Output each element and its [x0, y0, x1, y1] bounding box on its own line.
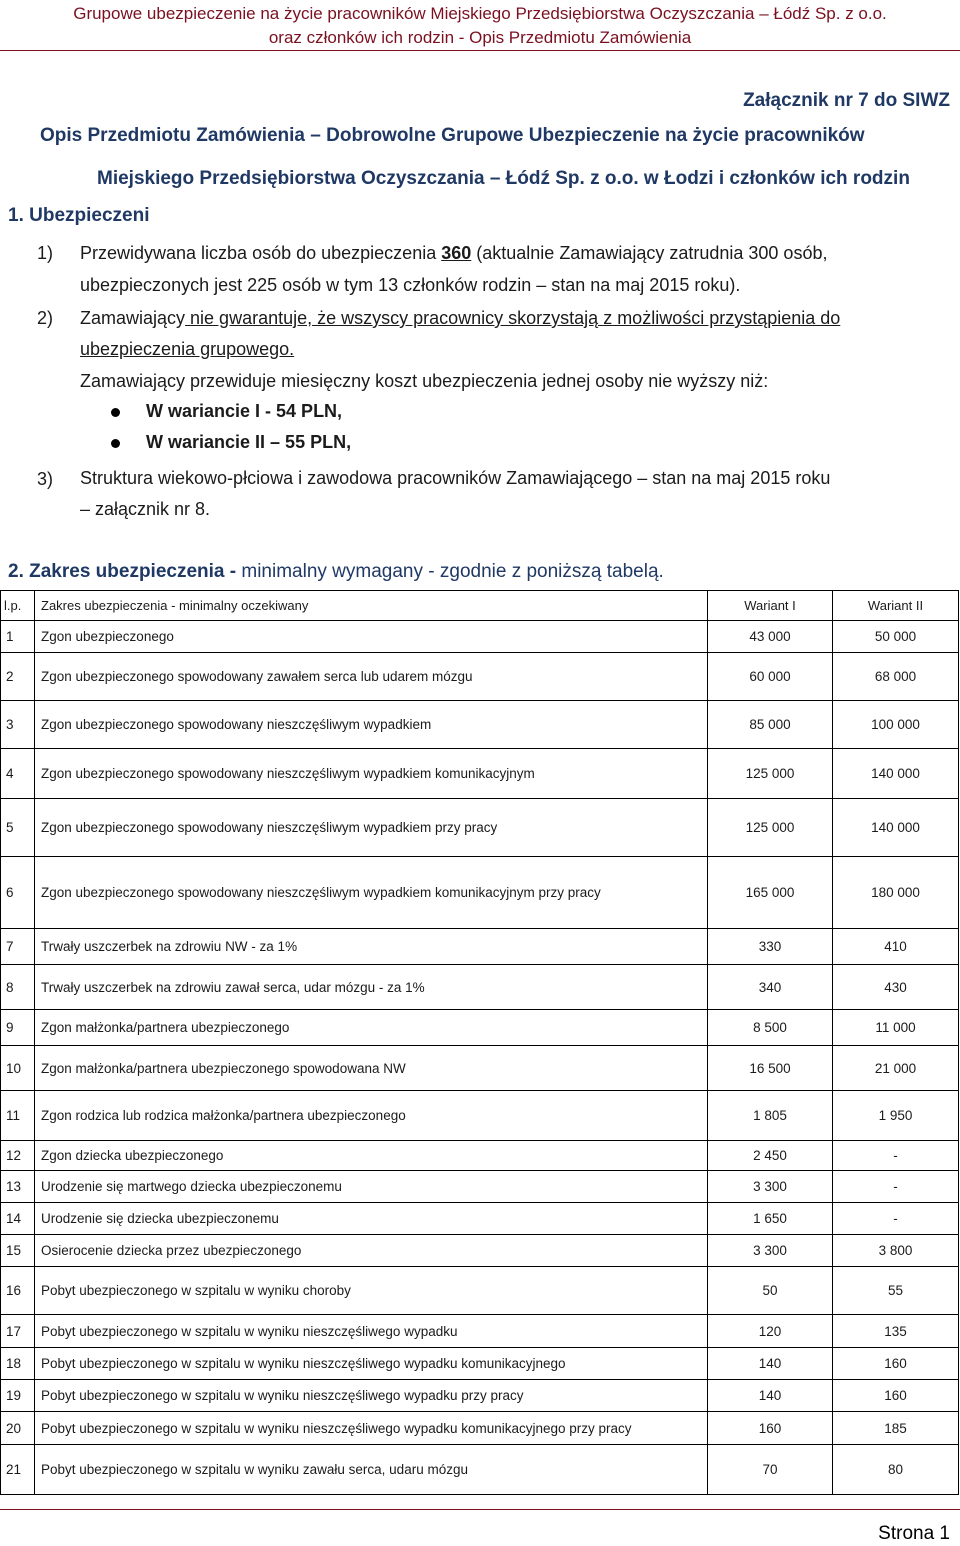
table-row [1, 1235, 959, 1267]
row-number: 19 [1, 1380, 35, 1412]
item-1-line-2: ubezpieczonych jest 225 osób w tym 13 członków rodzin – stan na maj 2015 roku). [80, 275, 741, 295]
header-scope: Zakres ubezpieczenia - minimalny oczekiwany [35, 591, 708, 621]
document-title-line-1: Opis Przedmiotu Zamówienia – Dobrowolne Grupowe Ubezpieczenie na życie pracowników [40, 125, 865, 146]
row-scope: Pobyt ubezpieczonego w szpitalu w wyniku nieszczęśliwego wypadku komunikacyjnego przy pracy [35, 1412, 708, 1445]
item-1-number: 1) [37, 243, 54, 263]
row-variant-2: 68 000 [833, 653, 959, 701]
row-scope: Pobyt ubezpieczonego w szpitalu w wyniku nieszczęśliwego wypadku przy pracy [35, 1380, 708, 1412]
item-1-text-b: (aktualnie Zamawiający zatrudnia 300 osób, [471, 243, 828, 263]
row-scope: Zgon dziecka ubezpieczonego [35, 1141, 708, 1171]
row-variant-2: 140 000 [833, 799, 959, 857]
section-1-heading: 1. Ubezpieczeni [8, 205, 150, 226]
row-number: 9 [1, 1010, 35, 1046]
table-row [1, 1171, 959, 1203]
page-number: Strona 1 [878, 1523, 950, 1544]
row-number: 21 [1, 1445, 35, 1495]
row-number: 14 [1, 1203, 35, 1235]
table-row [1, 1315, 959, 1348]
row-number: 12 [1, 1141, 35, 1171]
table-row [1, 621, 959, 653]
row-scope: Pobyt ubezpieczonego w szpitalu w wyniku nieszczęśliwego wypadku [35, 1315, 708, 1348]
row-variant-2: - [833, 1203, 959, 1235]
item-3-line-1: Struktura wiekowo-płciowa i zawodowa pracowników Zamawiającego – stan na maj 2015 roku [80, 468, 831, 488]
row-scope: Zgon ubezpieczonego spowodowany nieszczęśliwym wypadkiem komunikacyjnym przy pracy [35, 857, 708, 929]
footer-divider [0, 1509, 960, 1510]
row-scope: Osierocenie dziecka przez ubezpieczonego [35, 1235, 708, 1267]
table-row [1, 1203, 959, 1235]
row-variant-2: 160 [833, 1380, 959, 1412]
row-number: 20 [1, 1412, 35, 1445]
row-number: 17 [1, 1315, 35, 1348]
row-variant-1: 8 500 [708, 1010, 833, 1046]
bullet-icon [111, 439, 120, 448]
row-number: 3 [1, 701, 35, 749]
row-number: 1 [1, 621, 35, 653]
header-line-1: Grupowe ubezpieczenie na życie pracowników Miejskiego Przedsiębiorstwa Oczyszczania – Łódź Sp. z o.o. [73, 4, 887, 23]
row-variant-1: 50 [708, 1267, 833, 1315]
table-row [1, 1010, 959, 1046]
row-scope: Zgon rodzica lub rodzica małżonka/partnera ubezpieczonego [35, 1091, 708, 1141]
item-2-number: 2) [37, 308, 54, 328]
row-variant-1: 16 500 [708, 1046, 833, 1091]
row-variant-1: 120 [708, 1315, 833, 1348]
row-variant-1: 125 000 [708, 799, 833, 857]
bullet-variant-1: W wariancie I - 54 PLN, [111, 401, 342, 422]
row-variant-1: 70 [708, 1445, 833, 1495]
item-1-line-1 [80, 238, 827, 268]
row-variant-1: 43 000 [708, 621, 833, 653]
row-scope: Zgon ubezpieczonego spowodowany nieszczęśliwym wypadkiem komunikacyjnym [35, 749, 708, 799]
row-number: 6 [1, 857, 35, 929]
row-variant-2: 430 [833, 965, 959, 1010]
header-variant-1: Wariant I [708, 591, 833, 621]
row-variant-2: 160 [833, 1348, 959, 1380]
table-row [1, 1380, 959, 1412]
row-variant-1: 3 300 [708, 1171, 833, 1203]
header-lp: l.p. [1, 591, 35, 621]
row-number: 2 [1, 653, 35, 701]
row-variant-2: 100 000 [833, 701, 959, 749]
row-variant-2: - [833, 1141, 959, 1171]
row-variant-1: 1 805 [708, 1091, 833, 1141]
row-scope: Urodzenie się martwego dziecka ubezpieczonemu [35, 1171, 708, 1203]
row-number: 15 [1, 1235, 35, 1267]
row-scope: Zgon małżonka/partnera ubezpieczonego [35, 1010, 708, 1046]
item-3-line-2: – załącznik nr 8. [80, 499, 211, 519]
row-scope: Zgon ubezpieczonego [35, 621, 708, 653]
table-row [1, 1141, 959, 1171]
coverage-table [0, 590, 959, 1495]
table-row [1, 749, 959, 799]
row-variant-1: 3 300 [708, 1235, 833, 1267]
row-number: 5 [1, 799, 35, 857]
row-variant-2: 180 000 [833, 857, 959, 929]
row-variant-2: 410 [833, 929, 959, 965]
item-2-line-2: ubezpieczenia grupowego. [80, 339, 295, 359]
table-row [1, 857, 959, 929]
page-header [0, 0, 960, 56]
bullet-variant-2: W wariancie II – 55 PLN, [111, 432, 351, 453]
row-scope: Zgon ubezpieczonego spowodowany zawałem serca lub udarem mózgu [35, 653, 708, 701]
item-1-text-a: Przewidywana liczba osób do ubezpieczenia [80, 243, 442, 263]
row-number: 16 [1, 1267, 35, 1315]
item-3-number: 3) [37, 469, 54, 489]
annex-label: Załącznik nr 7 do SIWZ [743, 90, 950, 111]
row-number: 11 [1, 1091, 35, 1141]
row-number: 10 [1, 1046, 35, 1091]
row-scope: Pobyt ubezpieczonego w szpitalu w wyniku nieszczęśliwego wypadku komunikacyjnego [35, 1348, 708, 1380]
row-variant-2: 135 [833, 1315, 959, 1348]
item-1-count: 360 [441, 243, 472, 263]
item-2-text-a: Zamawiający [80, 308, 186, 328]
table-row [1, 799, 959, 857]
row-number: 8 [1, 965, 35, 1010]
row-variant-1: 85 000 [708, 701, 833, 749]
row-variant-2: 55 [833, 1267, 959, 1315]
table-header-row [1, 591, 959, 621]
row-scope: Trwały uszczerbek na zdrowiu zawał serca, udar mózgu - za 1% [35, 965, 708, 1010]
row-scope: Pobyt ubezpieczonego w szpitalu w wyniku zawału serca, udaru mózgu [35, 1445, 708, 1495]
row-variant-1: 2 450 [708, 1141, 833, 1171]
table-row [1, 1046, 959, 1091]
row-scope: Pobyt ubezpieczonego w szpitalu w wyniku choroby [35, 1267, 708, 1315]
row-variant-2: 80 [833, 1445, 959, 1495]
row-scope: Zgon ubezpieczonego spowodowany nieszczęśliwym wypadkiem [35, 701, 708, 749]
row-number: 7 [1, 929, 35, 965]
row-number: 4 [1, 749, 35, 799]
item-2-line-1 [80, 303, 840, 333]
row-scope: Zgon ubezpieczonego spowodowany nieszczęśliwym wypadkiem przy pracy [35, 799, 708, 857]
table-row [1, 929, 959, 965]
row-variant-2: 185 [833, 1412, 959, 1445]
table-row [1, 653, 959, 701]
row-variant-1: 160 [708, 1412, 833, 1445]
header-variant-2: Wariant II [833, 591, 959, 621]
row-variant-2: 50 000 [833, 621, 959, 653]
section-2-heading: 2. Zakres ubezpieczenia - minimalny wymagany - zgodnie z poniższą tabelą. [8, 561, 664, 582]
row-variant-1: 330 [708, 929, 833, 965]
row-variant-2: 11 000 [833, 1010, 959, 1046]
row-variant-2: 1 950 [833, 1091, 959, 1141]
row-number: 18 [1, 1348, 35, 1380]
table-row [1, 1267, 959, 1315]
table-row [1, 701, 959, 749]
table-row [1, 1091, 959, 1141]
row-variant-2: 140 000 [833, 749, 959, 799]
item-2-line-3: Zamawiający przewiduje miesięczny koszt ubezpieczenia jednej osoby nie wyższy niż: [80, 371, 769, 391]
row-scope: Urodzenie się dziecka ubezpieczonemu [35, 1203, 708, 1235]
row-variant-2: - [833, 1171, 959, 1203]
row-variant-1: 340 [708, 965, 833, 1010]
row-variant-1: 1 650 [708, 1203, 833, 1235]
table-row [1, 965, 959, 1010]
document-title-line-2: Miejskiego Przedsiębiorstwa Oczyszczania – Łódź Sp. z o.o. w Łodzi i członków ich rodzin [97, 168, 910, 189]
bullet-icon [111, 408, 120, 417]
row-variant-1: 60 000 [708, 653, 833, 701]
row-variant-1: 125 000 [708, 749, 833, 799]
row-variant-1: 140 [708, 1348, 833, 1380]
header-line-2: oraz członków ich rodzin - Opis Przedmiotu Zamówienia [0, 26, 960, 51]
row-variant-1: 165 000 [708, 857, 833, 929]
table-row [1, 1348, 959, 1380]
row-variant-2: 3 800 [833, 1235, 959, 1267]
row-number: 13 [1, 1171, 35, 1203]
row-scope: Trwały uszczerbek na zdrowiu NW - za 1% [35, 929, 708, 965]
row-variant-2: 21 000 [833, 1046, 959, 1091]
item-2-text-underlined: nie gwarantuje, że wszyscy pracownicy skorzystają z możliwości przystąpienia do [185, 308, 841, 328]
row-variant-1: 140 [708, 1380, 833, 1412]
row-scope: Zgon małżonka/partnera ubezpieczonego spowodowana NW [35, 1046, 708, 1091]
table-row [1, 1412, 959, 1445]
table-row [1, 1445, 959, 1495]
